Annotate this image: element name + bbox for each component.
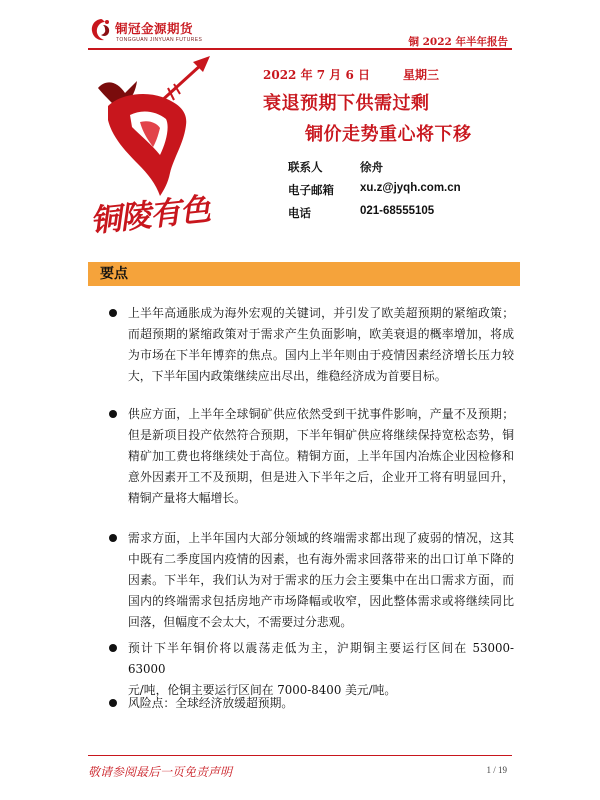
- contact-phone: 021-68555105: [360, 205, 435, 217]
- arrow-icon: [158, 64, 202, 104]
- company-logo: [89, 17, 203, 45]
- company-name-english: TONGGUAN JINYUAN FUTURES: [116, 37, 203, 43]
- brand-calligraphy: 铜陵有色: [88, 191, 212, 240]
- key-point-line: 需求方面，上半年国内大部分领域的终端需求都出现了疲弱的情况，这其: [128, 531, 514, 545]
- key-point-line: 因素。下半年，我们认为对于需求的压力会主要集中在出口需求方面，而: [128, 573, 514, 587]
- key-point-line: 供应方面，上半年全球铜矿供应依然受到干扰事件影响，产量不及预期；: [128, 407, 514, 421]
- section-header-bar: [88, 262, 520, 286]
- header-divider: [88, 48, 512, 50]
- report-title-line2: 铜价走势重心将下移: [305, 124, 472, 145]
- footer-divider: [88, 755, 512, 756]
- bullet-icon: [109, 309, 117, 317]
- key-point-line: 元/吨，伦铜主要运行区间在 7000-8400 美元/吨。: [128, 683, 397, 697]
- contact-person: 徐舟: [360, 162, 383, 174]
- key-point-line: 风险点：全球经济放缓超预期。: [128, 696, 294, 710]
- key-point: [128, 404, 514, 509]
- report-weekday: 星期三: [403, 68, 440, 82]
- key-point: [128, 303, 514, 387]
- contact-phone-label: 电话: [288, 206, 311, 220]
- key-point: [128, 528, 514, 633]
- key-point: [128, 693, 514, 714]
- key-point-line: 精矿加工费也将继续处于高位。精铜方面，上半年国内冶炼企业因检修和: [128, 449, 514, 463]
- contact-person-label: 联系人: [288, 160, 323, 174]
- key-point-line: 回落，但幅度不会太大，不需要过分悲观。: [128, 615, 353, 629]
- footer-disclaimer: 敬请参阅最后一页免责声明: [88, 765, 233, 779]
- bullet-icon: [109, 644, 117, 652]
- key-point-line: 为市场在下半年博弈的焦点。国内上半年则由于疫情因素经济增长压力较: [128, 348, 514, 362]
- key-point-line: 意外因素开工不及预期，但是进入下半年之后，企业开工将有明显回升，: [128, 470, 514, 484]
- company-logo-icon: [89, 17, 113, 43]
- key-point-line: 精铜产量将大幅增长。: [128, 491, 246, 505]
- contact-email: xu.z@jyqh.com.cn: [360, 182, 461, 194]
- brand-emblem: [90, 52, 220, 197]
- contact-email-label: 电子邮箱: [288, 183, 334, 197]
- key-point-line: 上半年高通胀成为海外宏观的关键词，并引发了欧美超预期的紧缩政策；: [128, 306, 514, 320]
- report-title-line1: 衰退预期下供需过剩: [263, 93, 430, 114]
- report-tag: 铜 2022 年半年报告: [408, 36, 508, 48]
- report-date: 2022 年 7 月 6 日: [263, 68, 370, 82]
- bullet-icon: [109, 410, 117, 418]
- company-name: 铜冠金源期货: [115, 21, 194, 36]
- key-point-line: 但是新项目投产依然符合预期，下半年铜矿供应将继续保持宽松态势，铜: [128, 428, 514, 442]
- bullet-icon: [109, 699, 117, 707]
- page-number: 1 / 19: [486, 765, 507, 775]
- key-point-line: 国内的终端需求包括房地产市场降幅或收窄，因此整体需求或将继续同比: [128, 594, 514, 608]
- bullet-icon: [109, 534, 117, 542]
- key-point: [128, 638, 514, 701]
- key-point-line: 而超预期的紧缩政策对于需求产生负面影响，欧美衰退的概率增加，将成: [128, 327, 514, 341]
- key-point-line: 中既有二季度国内疫情的因素，也有海外需求回落带来的出口订单下降的: [128, 552, 514, 566]
- key-point-line: 预计下半年铜价将以震荡走低为主，沪期铜主要运行区间在 53000-63000: [128, 641, 514, 676]
- section-title: 要点: [100, 266, 128, 282]
- key-point-line: 大，下半年国内政策继续应出尽出，维稳经济成为首要目标。: [128, 369, 447, 383]
